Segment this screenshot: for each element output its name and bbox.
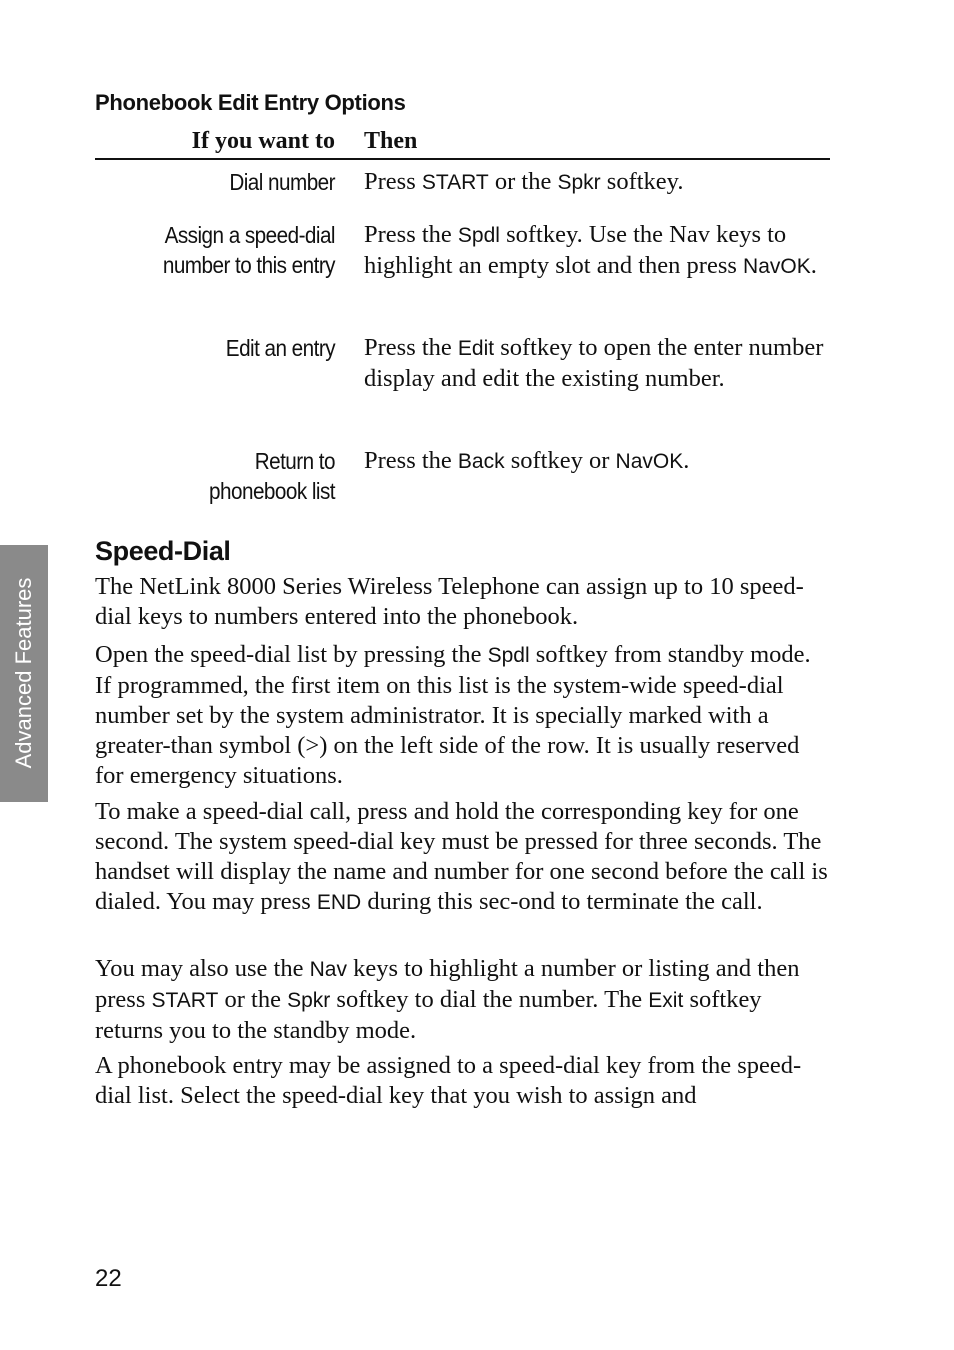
text-run: softkey from standby mode. If programmed, the first item on this list is the system-wide speed-dial number set by the system administrator. It is specially marked with a greater-than symbol (>) on the left side of the row. It is usually reserved for emergency situations.: [95, 641, 811, 789]
text-run: A phonebook entry may be assigned to a speed-dial key from the speed-dial list. Select the speed-dial key that you wish to assign and: [95, 1052, 802, 1109]
side-tab: [0, 545, 48, 802]
row-action-line: Edit an entry: [225, 335, 335, 361]
text-run: softkey returns you to the standby mode.: [95, 986, 762, 1044]
body-paragraph: [95, 572, 830, 632]
text-run: Press the: [364, 334, 458, 361]
row-action-line: phonebook list: [209, 478, 335, 504]
text-run: softkey. Use the Nav keys to highlight an empty slot and then press: [364, 221, 787, 279]
text-run: softkey or: [504, 447, 616, 474]
body-paragraph: [95, 797, 830, 918]
row-action-line: Return to: [254, 448, 335, 474]
text-run: or the: [218, 986, 288, 1013]
key-label: Spkr: [557, 171, 601, 194]
text-run: You may also use the: [95, 955, 310, 982]
key-label: START: [421, 171, 489, 194]
text-run: softkey to open the enter number display and edit the existing number.: [364, 334, 824, 392]
header-if-you-want-to: If you want to: [191, 128, 335, 154]
key-label: NavOK: [615, 450, 684, 473]
key-label: Edit: [457, 337, 495, 360]
text-run: .: [683, 447, 690, 474]
text-run: The NetLink 8000 Series Wireless Telephone can assign up to 10 speed-dial keys to numbers entered into the phonebook.: [95, 573, 804, 630]
table-title: Phonebook Edit Entry Options: [95, 90, 406, 115]
row-action: [101, 167, 335, 197]
body-paragraph: [95, 1051, 830, 1111]
header-then: Then: [364, 128, 418, 154]
row-then: [364, 333, 834, 394]
body-paragraph: [95, 954, 830, 1046]
key-label: Exit: [648, 989, 684, 1012]
key-label: Spdl: [457, 224, 500, 247]
key-label: NavOK: [743, 255, 811, 278]
body-paragraph: [95, 640, 830, 791]
page-number: 22: [95, 1265, 122, 1292]
key-label: END: [316, 891, 362, 914]
key-label: START: [151, 989, 219, 1012]
key-label: Spkr: [287, 989, 331, 1012]
row-action: [101, 333, 335, 363]
text-run: during this sec-ond to terminate the call.: [361, 888, 763, 915]
text-run: or the: [488, 168, 558, 195]
text-run: Open the speed-dial list by pressing the: [95, 641, 488, 668]
row-action-line: number to this entry: [162, 252, 335, 278]
key-label: Spdl: [487, 644, 530, 667]
row-then: [364, 446, 834, 477]
side-tab-label: Advanced Features: [11, 577, 36, 769]
row-action: [101, 220, 335, 280]
key-label: Back: [457, 450, 505, 473]
text-run: .: [810, 252, 817, 279]
text-run: Press the: [364, 221, 458, 248]
row-action: [101, 446, 335, 506]
table-header: [95, 128, 830, 160]
row-then: [364, 220, 834, 282]
text-run: To make a speed-dial call, press and hold the corresponding key for one second. The system speed-dial key must be pressed for three seconds. The handset will display the name and number for one second before the call is dialed. You may press: [95, 798, 828, 915]
text-run: Press the: [364, 447, 458, 474]
row-action-line: Dial number: [229, 169, 335, 195]
text-run: Press: [364, 168, 422, 195]
section-title: Speed-Dial: [95, 536, 231, 566]
key-label: Nav: [309, 958, 347, 981]
row-action-line: Assign a speed-dial: [164, 222, 335, 248]
text-run: keys to highlight a number or listing and then press: [95, 955, 800, 1013]
text-run: softkey.: [600, 168, 684, 195]
text-run: softkey to dial the number. The: [330, 986, 649, 1013]
row-then: [364, 167, 834, 198]
